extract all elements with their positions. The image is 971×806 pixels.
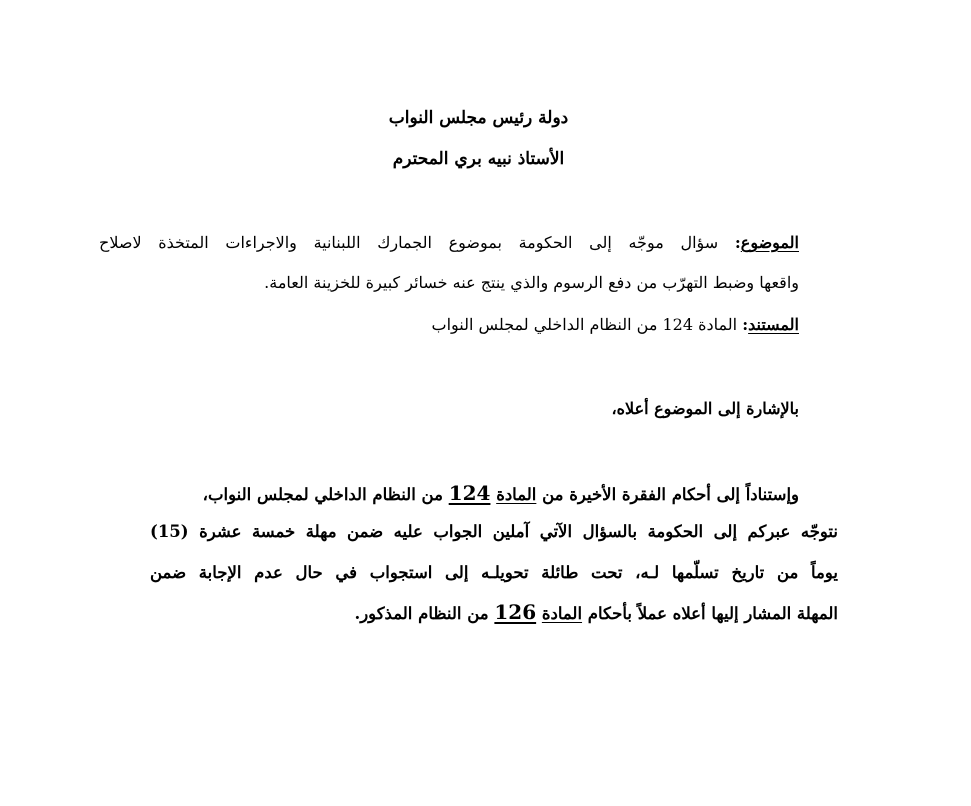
addressee-name-text: الأستاذ نبيه بري المحترم xyxy=(392,149,565,169)
body-line-1 xyxy=(139,481,799,507)
body-text-1a: وإستناداً إلى أحكام الفقرة الأخيرة من xyxy=(536,485,799,504)
subject-text-2: واقعها وضبط التهرّب من دفع الرسوم والذي ينتج عنه خسائر كبيرة للخزينة العامة. xyxy=(264,273,799,292)
subject-line-1: الموضوع: سؤال موجّه إلى الحكومة بموضوع الجمارك اللبنانية والاجراءات المتخذة لاصلاح xyxy=(99,233,799,252)
body-line-3 xyxy=(150,561,838,585)
subject-line-2 xyxy=(99,271,799,295)
article-number-1: 124 xyxy=(448,481,491,505)
addressee-title-text: دولة رئيس مجلس النواب xyxy=(388,108,569,128)
body-text-4a: المهلة المشار إليها أعلاه عملاً بأحكام xyxy=(582,604,838,623)
article-number-2: 126 xyxy=(494,600,537,624)
subject-text-1: سؤال موجّه إلى الحكومة بموضوع الجمارك اللبنانية والاجراءات المتخذة لاصلاح xyxy=(99,233,719,252)
body-text-4b: من النظام المذكور. xyxy=(354,604,495,623)
body-text-2: نتوجّه عبركم إلى الحكومة بالسؤال الآتي آملين الجواب عليه ضمن مهلة خمسة عشرة (15) xyxy=(150,522,838,541)
article-word-1: المادة xyxy=(496,485,537,504)
reference-label: المستند xyxy=(748,315,799,334)
subject-label: الموضوع xyxy=(740,233,799,252)
reference-text: المادة 124 من النظام الداخلي لمجلس النواب xyxy=(431,315,738,334)
body-line-4 xyxy=(150,600,838,626)
greeting-line xyxy=(99,397,799,421)
body-text-3: يوماً من تاريخ تسلّمها لـه، تحت طائلة تحويلـه إلى استجواب في حال عدم الإجابة ضمن xyxy=(150,563,838,582)
greeting-text: بالإشارة إلى الموضوع أعلاه، xyxy=(611,399,799,418)
addressee-name xyxy=(0,147,971,171)
article-word-2: المادة xyxy=(541,604,583,623)
body-text-1b: من النظام الداخلي لمجلس النواب، xyxy=(202,485,449,504)
body-line-2 xyxy=(150,520,838,544)
addressee-title xyxy=(0,106,971,130)
reference-line: المستند: المادة 124 من النظام الداخلي لمجلس النواب xyxy=(431,315,799,334)
